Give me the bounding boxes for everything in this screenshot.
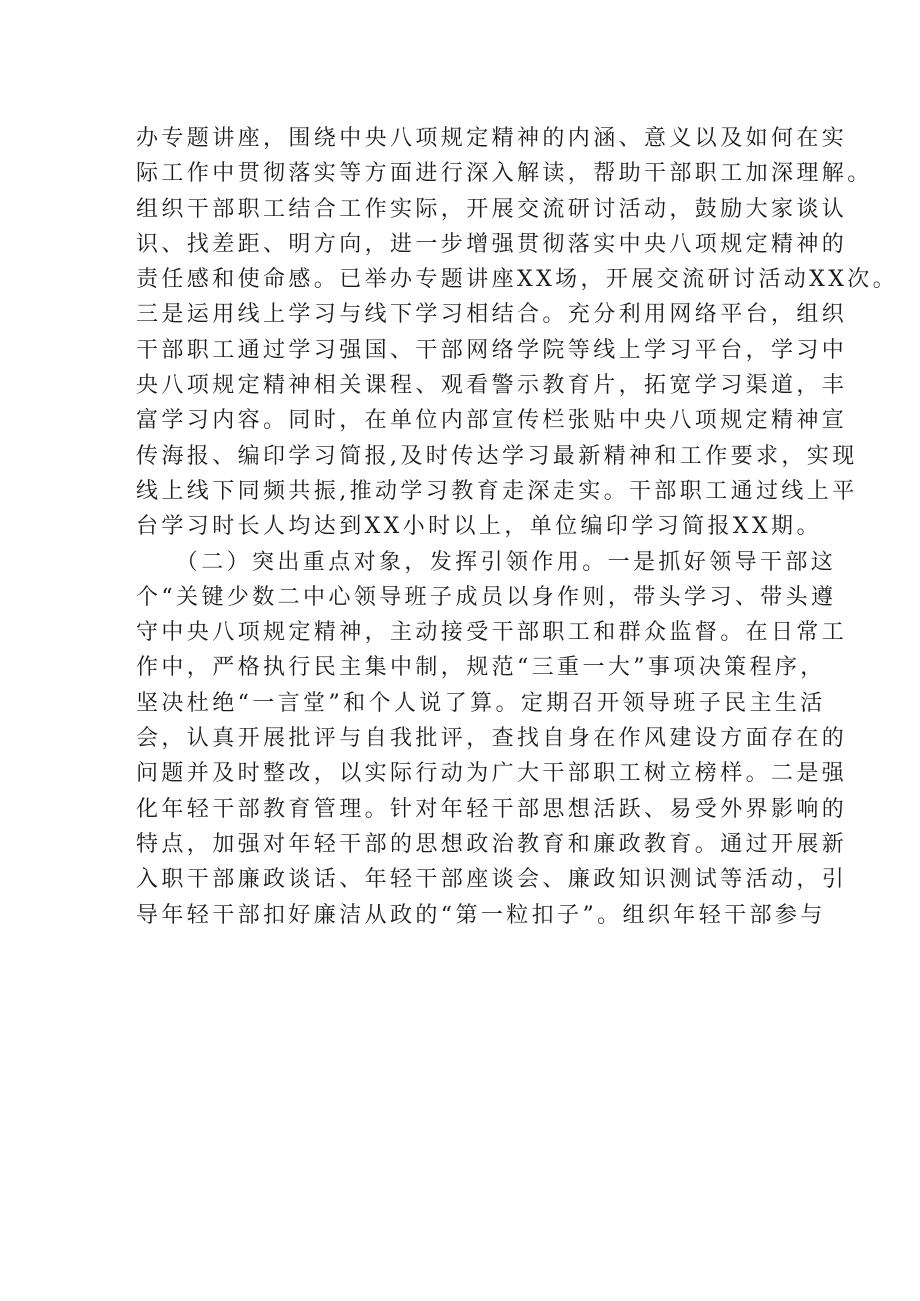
text-line: 干部职工通过学习强国、干部网络学院等线上学习平台，学习中	[136, 337, 848, 363]
text-line: 作中，严格执行民主集中制，规范“三重一大”事项决策程序，	[136, 655, 826, 681]
text-line: 办专题讲座，围绕中央八项规定精神的内涵、意义以及如何在实	[136, 126, 848, 151]
text-line: 化年轻干部教育管理。针对年轻干部思想活跃、易受外界影响的	[136, 796, 848, 822]
text-line: 会，认真开展批评与自我批评，查找自身在作风建设方面存在的	[136, 726, 848, 752]
text-line: 传海报、编印学习简报,及时传达学习最新精神和工作要求，实现	[136, 443, 858, 469]
text-line: 守中央八项规定精神，主动接受干部职工和群众监督。在日常工	[136, 620, 848, 646]
section-heading-line: （二）突出重点对象，发挥引领作用。一是抓好领导干部这	[136, 549, 837, 575]
text-line: 线上线下同频共振,推动学习教育走深走实。干部职工通过线上平	[136, 478, 858, 504]
text-line: 责任感和使命感。已举办专题讲座XX场，开展交流研讨活动XX次。	[136, 267, 899, 293]
text-line: 问题并及时整改，以实际行动为广大干部职工树立榜样。二是强	[136, 761, 848, 787]
text-line: 台学习时长人均达到XX小时以上，单位编印学习简报XX期。	[136, 514, 822, 540]
text-line: 特点，加强对年轻干部的思想政治教育和廉政教育。通过开展新	[136, 831, 848, 857]
text-line: 入职干部廉政谈话、年轻干部座谈会、廉政知识测试等活动，引	[136, 867, 848, 893]
text-line: 组织干部职工结合工作实际，开展交流研讨活动，鼓励大家谈认	[136, 196, 848, 222]
text-line: 三是运用线上学习与线下学习相结合。充分利用网络平台，组织	[136, 302, 848, 328]
text-line: 央八项规定精神相关课程、观看警示教育片，拓宽学习渠道，丰	[136, 373, 848, 399]
document-body	[136, 121, 899, 933]
text-line: 导年轻干部扣好廉洁从政的“第一粒扣子”。组织年轻干部参与	[136, 902, 826, 928]
text-line: 个“关键少数二中心领导班子成员以身作则，带头学习、带头遵	[136, 584, 837, 610]
text-line: 坚决杜绝“一言堂”和个人说了算。定期召开领导班子民主生活	[136, 690, 826, 716]
text-line: 富学习内容。同时，在单位内部宣传栏张贴中央八项规定精神宣	[136, 408, 848, 434]
text-line: 际工作中贯彻落实等方面进行深入解读，帮助干部职工加深理解。	[136, 161, 873, 187]
text-line: 识、找差距、明方向，进一步增强贯彻落实中央八项规定精神的	[136, 231, 848, 257]
